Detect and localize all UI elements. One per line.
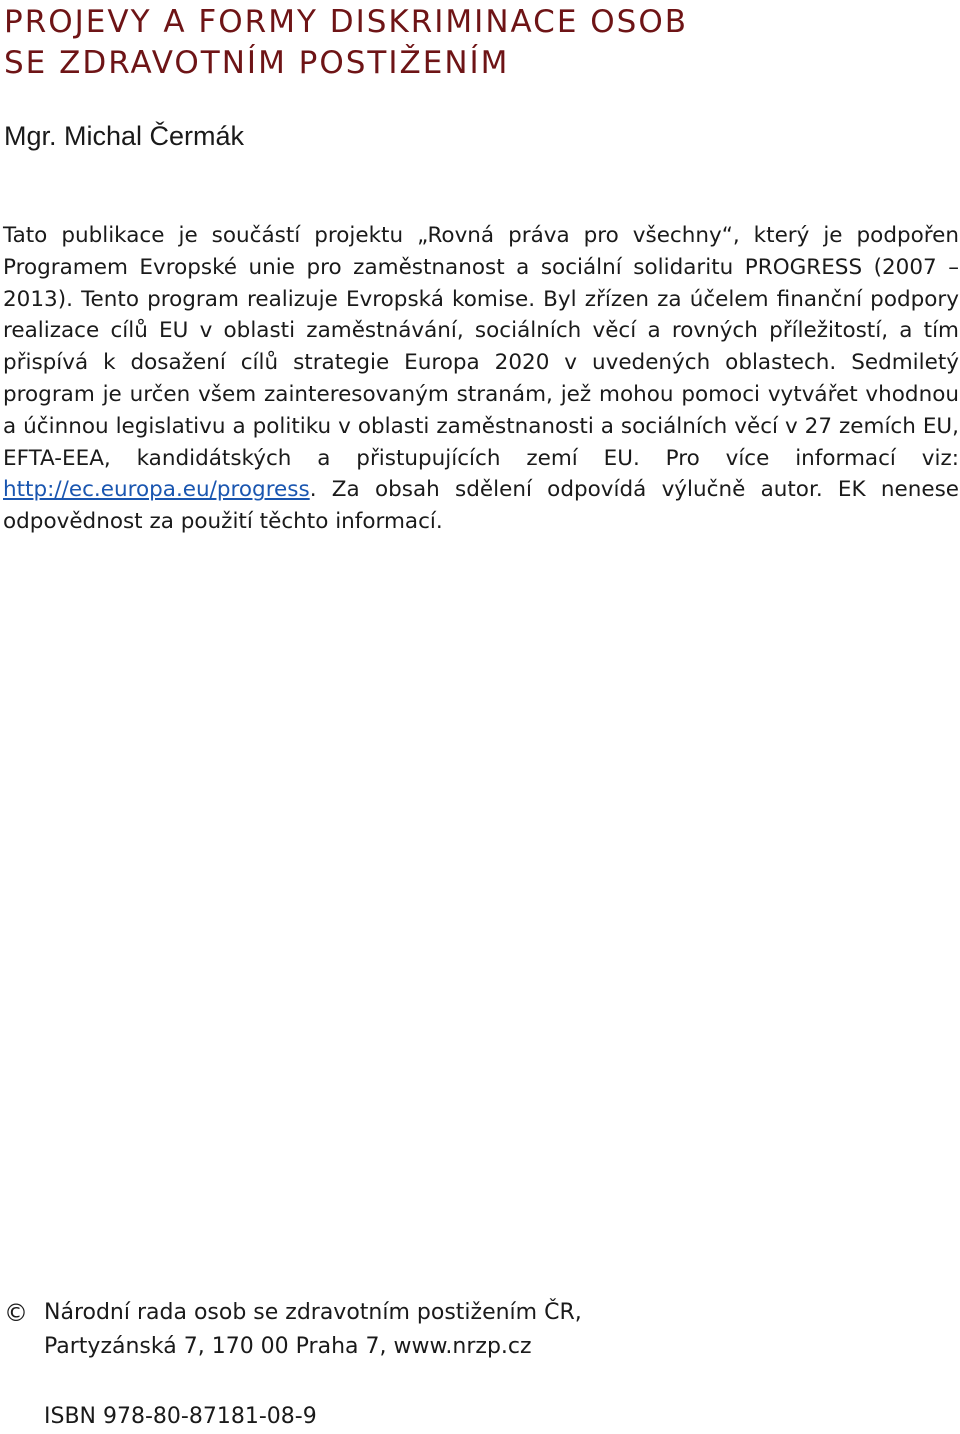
copyright-line-1: Národní rada osob se zdravotním postižením ČR,	[44, 1300, 582, 1325]
page-title	[4, 2, 954, 84]
body-text-before-link: Tato publikace je součástí projektu „Rovná práva pro všechny“, který je podpořen Programem Evropské unie pro zaměstnanost a sociální solidaritu PROGRESS (2007 – 2013). Tento program realizuje Evropská komise. Byl zřízen za účelem finanční podpory realizace cílů EU v oblasti zaměstnávání, sociálních věcí a rovných příležitostí, a tím přispívá k dosažení cílů strategie Europa 2020 v uvedených oblastech. Sedmiletý program je určen všem zainteresovaným stranám, jež mohou pomoci vytvářet vhodnou a účinnou legislativu a politiku v oblasti zaměstnanosti a sociálních věcí v 27 zemích EU, EFTA-EEA, kandidátských a přistupujících zemí EU. Pro více informací viz:	[3, 223, 959, 471]
isbn: ISBN 978-80-87181-08-9	[44, 1404, 317, 1429]
progress-link[interactable]: http://ec.europa.eu/progress	[3, 477, 310, 503]
copyright-line-2: Partyzánská 7, 170 00 Praha 7, www.nrzp.cz	[44, 1334, 532, 1359]
copyright-block	[4, 1296, 944, 1364]
copyright-icon: ©	[4, 1299, 28, 1327]
title-line-2: SE ZDRAVOTNÍM POSTIŽENÍM	[4, 45, 510, 81]
body-paragraph	[3, 220, 959, 538]
author-name: Mgr. Michal Čermák	[4, 121, 245, 151]
body-text-after-link: . Za obsah sdělení odpovídá výlučně autor. EK nenese odpovědnost za použití těchto informací.	[3, 477, 959, 535]
title-line-1: PROJEVY A FORMY DISKRIMINACE OSOB	[4, 4, 689, 40]
